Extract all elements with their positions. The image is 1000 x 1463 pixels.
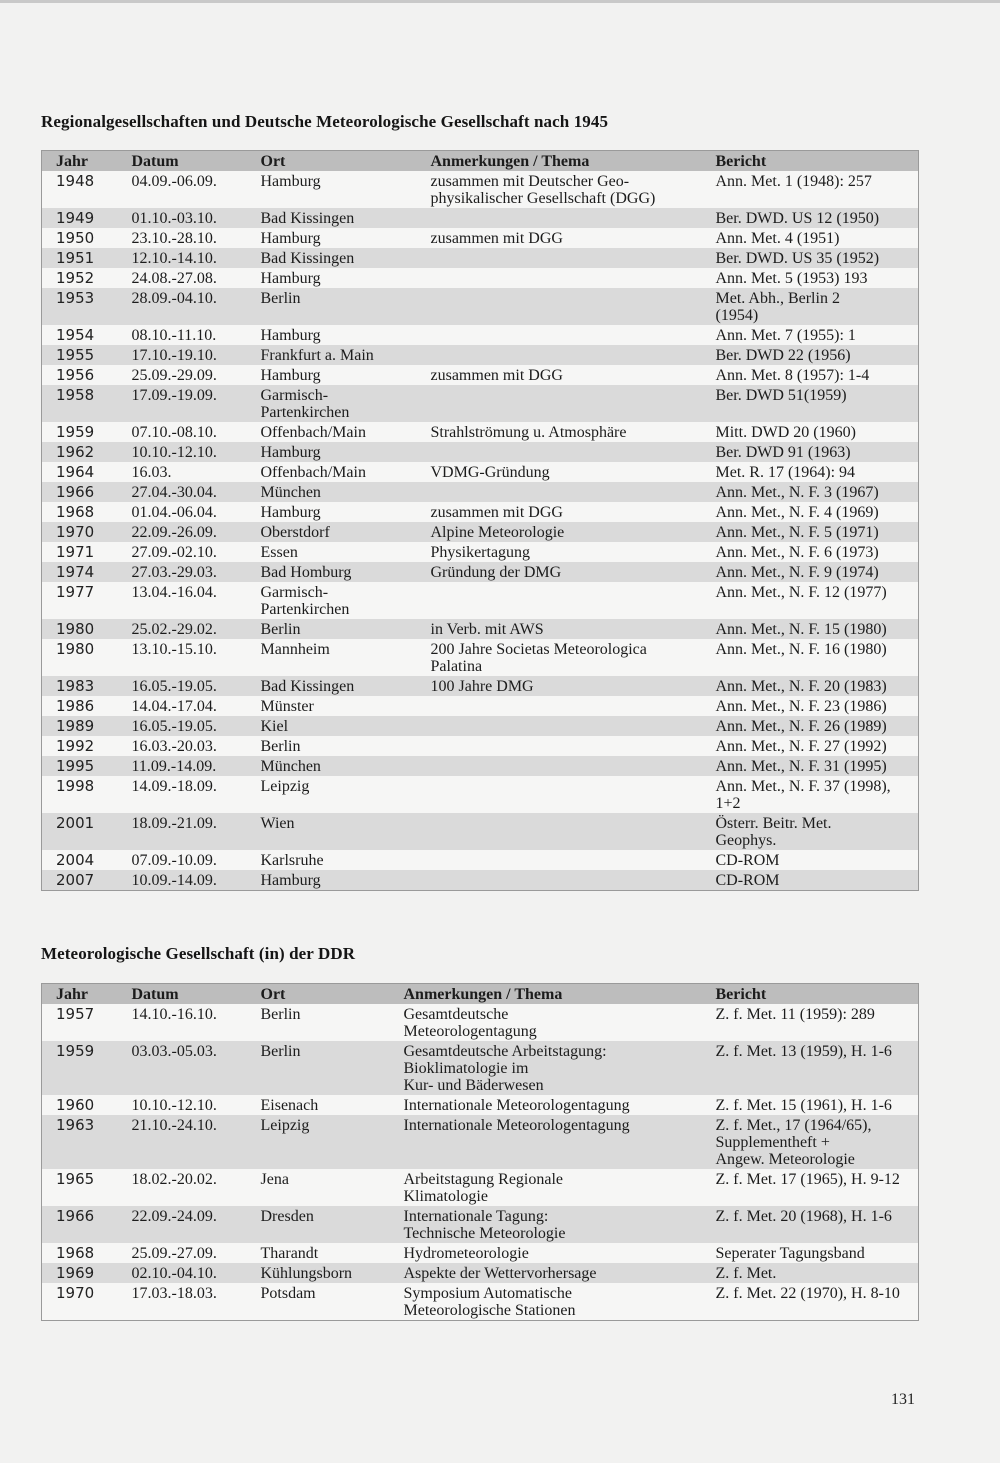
- header-jahr: Jahr: [42, 151, 132, 172]
- cell-datum: 17.03.-18.03.: [132, 1283, 261, 1321]
- cell-jahr: 1951: [42, 248, 132, 268]
- cell-ort: Berlin: [261, 1004, 404, 1041]
- cell-ort: Jena: [261, 1169, 404, 1206]
- cell-jahr: 1966: [42, 1206, 132, 1243]
- cell-jahr: 1952: [42, 268, 132, 288]
- table-row: [42, 870, 919, 891]
- cell-ort: Potsdam: [261, 1283, 404, 1321]
- cell-datum: 28.09.-04.10.: [132, 288, 261, 325]
- header-ort: Ort: [261, 984, 404, 1005]
- cell-bericht: Z. f. Met.: [716, 1263, 919, 1283]
- cell-anmerkungen: [431, 870, 716, 891]
- cell-ort: Bad Homburg: [261, 562, 431, 582]
- cell-bericht: Ann. Met., N. F. 16 (1980): [716, 639, 919, 676]
- cell-ort: Hamburg: [261, 870, 431, 891]
- cell-datum: 27.09.-02.10.: [132, 542, 261, 562]
- cell-bericht: Z. f. Met. 20 (1968), H. 1-6: [716, 1206, 919, 1243]
- cell-ort: Berlin: [261, 1041, 404, 1095]
- cell-anmerkungen: Gründung der DMG: [431, 562, 716, 582]
- cell-anmerkungen: zusammen mit Deutscher Geo- physikalischer Gesellschaft (DGG): [431, 171, 716, 208]
- cell-ort: Hamburg: [261, 365, 431, 385]
- header-anmerkungen: Anmerkungen / Thema: [404, 984, 716, 1005]
- cell-ort: Garmisch- Partenkirchen: [261, 582, 431, 619]
- section-title-regional: Regionalgesellschaften und Deutsche Meteorologische Gesellschaft nach 1945: [41, 112, 609, 131]
- cell-anmerkungen: Strahlströmung u. Atmosphäre: [431, 422, 716, 442]
- section-title-ddr: Meteorologische Gesellschaft (in) der DDR: [41, 944, 356, 963]
- table-row: [42, 736, 919, 756]
- cell-jahr: 2007: [42, 870, 132, 891]
- cell-jahr: 1966: [42, 482, 132, 502]
- table-row: [42, 442, 919, 462]
- cell-bericht: Österr. Beitr. Met. Geophys.: [716, 813, 919, 850]
- cell-bericht: Ann. Met., N. F. 37 (1998), 1+2: [716, 776, 919, 813]
- cell-anmerkungen: [431, 442, 716, 462]
- page-number: 131: [891, 1391, 915, 1408]
- cell-anmerkungen: [431, 345, 716, 365]
- cell-datum: 02.10.-04.10.: [132, 1263, 261, 1283]
- cell-datum: 01.04.-06.04.: [132, 502, 261, 522]
- table-regional-meetings: [41, 150, 919, 891]
- cell-datum: 12.10.-14.10.: [132, 248, 261, 268]
- cell-anmerkungen: 100 Jahre DMG: [431, 676, 716, 696]
- cell-jahr: 1989: [42, 716, 132, 736]
- cell-bericht: Seperater Tagungsband: [716, 1243, 919, 1263]
- cell-datum: 10.10.-12.10.: [132, 1095, 261, 1115]
- cell-bericht: Ber. DWD 51(1959): [716, 385, 919, 422]
- cell-jahr: 1955: [42, 345, 132, 365]
- cell-datum: 16.05.-19.05.: [132, 716, 261, 736]
- cell-ort: Dresden: [261, 1206, 404, 1243]
- cell-anmerkungen: [431, 208, 716, 228]
- table-row: [42, 1243, 919, 1263]
- cell-ort: München: [261, 482, 431, 502]
- cell-jahr: 1968: [42, 502, 132, 522]
- cell-datum: 13.10.-15.10.: [132, 639, 261, 676]
- cell-jahr: 1959: [42, 1041, 132, 1095]
- cell-bericht: Ann. Met., N. F. 9 (1974): [716, 562, 919, 582]
- cell-ort: Tharandt: [261, 1243, 404, 1263]
- cell-anmerkungen: [431, 288, 716, 325]
- cell-jahr: 1953: [42, 288, 132, 325]
- table-row: [42, 248, 919, 268]
- cell-anmerkungen: zusammen mit DGG: [431, 502, 716, 522]
- cell-anmerkungen: Symposium Automatische Meteorologische Stationen: [404, 1283, 716, 1321]
- table-row: [42, 1263, 919, 1283]
- cell-datum: 24.08.-27.08.: [132, 268, 261, 288]
- cell-ort: Garmisch- Partenkirchen: [261, 385, 431, 422]
- cell-bericht: Ann. Met., N. F. 26 (1989): [716, 716, 919, 736]
- cell-bericht: Ann. Met., N. F. 15 (1980): [716, 619, 919, 639]
- cell-jahr: 1969: [42, 1263, 132, 1283]
- table-row: [42, 542, 919, 562]
- cell-jahr: 1948: [42, 171, 132, 208]
- cell-jahr: 1965: [42, 1169, 132, 1206]
- table-row: [42, 208, 919, 228]
- cell-bericht: Ann. Met. 7 (1955): 1: [716, 325, 919, 345]
- cell-jahr: 1964: [42, 462, 132, 482]
- cell-ort: Frankfurt a. Main: [261, 345, 431, 365]
- cell-ort: Berlin: [261, 619, 431, 639]
- cell-ort: Kiel: [261, 716, 431, 736]
- cell-datum: 13.04.-16.04.: [132, 582, 261, 619]
- cell-ort: Hamburg: [261, 442, 431, 462]
- table-row: [42, 268, 919, 288]
- table-row: [42, 522, 919, 542]
- cell-datum: 22.09.-24.09.: [132, 1206, 261, 1243]
- table-row: [42, 562, 919, 582]
- header-datum: Datum: [132, 151, 261, 172]
- cell-anmerkungen: [431, 325, 716, 345]
- cell-datum: 03.03.-05.03.: [132, 1041, 261, 1095]
- cell-anmerkungen: [431, 248, 716, 268]
- cell-anmerkungen: [431, 813, 716, 850]
- table-row: [42, 696, 919, 716]
- cell-bericht: Ann. Met., N. F. 27 (1992): [716, 736, 919, 756]
- header-jahr: Jahr: [42, 984, 132, 1005]
- cell-ort: Wien: [261, 813, 431, 850]
- cell-bericht: Met. Abh., Berlin 2 (1954): [716, 288, 919, 325]
- cell-anmerkungen: [431, 756, 716, 776]
- cell-ort: Bad Kissingen: [261, 676, 431, 696]
- table-ddr-meetings: [41, 983, 919, 1321]
- cell-jahr: 1983: [42, 676, 132, 696]
- cell-ort: Hamburg: [261, 171, 431, 208]
- cell-jahr: 1954: [42, 325, 132, 345]
- header-bericht: Bericht: [716, 151, 919, 172]
- cell-bericht: Ann. Met., N. F. 12 (1977): [716, 582, 919, 619]
- cell-datum: 01.10.-03.10.: [132, 208, 261, 228]
- cell-bericht: Ann. Met. 8 (1957): 1-4: [716, 365, 919, 385]
- cell-ort: Bad Kissingen: [261, 208, 431, 228]
- cell-anmerkungen: [431, 776, 716, 813]
- cell-bericht: Ann. Met., N. F. 23 (1986): [716, 696, 919, 716]
- cell-ort: München: [261, 756, 431, 776]
- cell-anmerkungen: zusammen mit DGG: [431, 365, 716, 385]
- cell-anmerkungen: Gesamtdeutsche Arbeitstagung: Bioklimatologie im Kur- und Bäderwesen: [404, 1041, 716, 1095]
- cell-jahr: 1949: [42, 208, 132, 228]
- cell-datum: 25.02.-29.02.: [132, 619, 261, 639]
- cell-datum: 16.03.-20.03.: [132, 736, 261, 756]
- cell-bericht: Ber. DWD. US 12 (1950): [716, 208, 919, 228]
- cell-anmerkungen: [431, 385, 716, 422]
- table-header-row: [42, 984, 919, 1005]
- cell-bericht: Ann. Met. 5 (1953) 193: [716, 268, 919, 288]
- table-row: [42, 639, 919, 676]
- cell-datum: 14.04.-17.04.: [132, 696, 261, 716]
- cell-datum: 27.04.-30.04.: [132, 482, 261, 502]
- cell-bericht: Ber. DWD 91 (1963): [716, 442, 919, 462]
- cell-anmerkungen: [431, 582, 716, 619]
- table-body: [42, 171, 919, 891]
- cell-anmerkungen: Arbeitstagung Regionale Klimatologie: [404, 1169, 716, 1206]
- cell-datum: 07.10.-08.10.: [132, 422, 261, 442]
- table-row: [42, 582, 919, 619]
- cell-datum: 10.09.-14.09.: [132, 870, 261, 891]
- cell-jahr: 1960: [42, 1095, 132, 1115]
- cell-datum: 27.03.-29.03.: [132, 562, 261, 582]
- cell-bericht: Ann. Met., N. F. 3 (1967): [716, 482, 919, 502]
- cell-bericht: Ann. Met., N. F. 6 (1973): [716, 542, 919, 562]
- cell-jahr: 1977: [42, 582, 132, 619]
- cell-ort: Offenbach/Main: [261, 462, 431, 482]
- cell-datum: 07.09.-10.09.: [132, 850, 261, 870]
- table-row: [42, 345, 919, 365]
- table-row: [42, 365, 919, 385]
- cell-datum: 08.10.-11.10.: [132, 325, 261, 345]
- cell-jahr: 1974: [42, 562, 132, 582]
- table-row: [42, 171, 919, 208]
- cell-jahr: 1957: [42, 1004, 132, 1041]
- cell-datum: 18.02.-20.02.: [132, 1169, 261, 1206]
- cell-ort: Münster: [261, 696, 431, 716]
- table-body: [42, 1004, 919, 1321]
- header-anmerkungen: Anmerkungen / Thema: [431, 151, 716, 172]
- table-row: [42, 502, 919, 522]
- cell-datum: 17.10.-19.10.: [132, 345, 261, 365]
- cell-datum: 16.03.: [132, 462, 261, 482]
- cell-bericht: Z. f. Met. 13 (1959), H. 1-6: [716, 1041, 919, 1095]
- cell-bericht: Ann. Met., N. F. 31 (1995): [716, 756, 919, 776]
- cell-anmerkungen: VDMG-Gründung: [431, 462, 716, 482]
- cell-datum: 16.05.-19.05.: [132, 676, 261, 696]
- cell-ort: Bad Kissingen: [261, 248, 431, 268]
- cell-anmerkungen: zusammen mit DGG: [431, 228, 716, 248]
- cell-bericht: Ann. Met., N. F. 5 (1971): [716, 522, 919, 542]
- cell-ort: Karlsruhe: [261, 850, 431, 870]
- table-row: [42, 325, 919, 345]
- cell-anmerkungen: Gesamtdeutsche Meteorologentagung: [404, 1004, 716, 1041]
- cell-ort: Oberstdorf: [261, 522, 431, 542]
- cell-ort: Berlin: [261, 288, 431, 325]
- cell-bericht: Z. f. Met., 17 (1964/65), Supplementheft + Angew. Meteorologie: [716, 1115, 919, 1169]
- cell-datum: 25.09.-27.09.: [132, 1243, 261, 1263]
- cell-datum: 14.09.-18.09.: [132, 776, 261, 813]
- cell-jahr: 2001: [42, 813, 132, 850]
- table-row: [42, 813, 919, 850]
- cell-bericht: Z. f. Met. 22 (1970), H. 8-10: [716, 1283, 919, 1321]
- cell-ort: Hamburg: [261, 268, 431, 288]
- cell-anmerkungen: 200 Jahre Societas Meteorologica Palatina: [431, 639, 716, 676]
- cell-jahr: 1986: [42, 696, 132, 716]
- cell-datum: 04.09.-06.09.: [132, 171, 261, 208]
- cell-jahr: 1962: [42, 442, 132, 462]
- table-row: [42, 1283, 919, 1321]
- table-row: [42, 1095, 919, 1115]
- cell-anmerkungen: [431, 716, 716, 736]
- table-row: [42, 1169, 919, 1206]
- header-bericht: Bericht: [716, 984, 919, 1005]
- cell-bericht: Z. f. Met. 15 (1961), H. 1-6: [716, 1095, 919, 1115]
- cell-anmerkungen: Alpine Meteorologie: [431, 522, 716, 542]
- table-row: [42, 1041, 919, 1095]
- table-header-row: [42, 151, 919, 172]
- table-row: [42, 850, 919, 870]
- table-row: [42, 1206, 919, 1243]
- cell-jahr: 1971: [42, 542, 132, 562]
- cell-ort: Leipzig: [261, 1115, 404, 1169]
- table-row: [42, 1004, 919, 1041]
- cell-ort: Mannheim: [261, 639, 431, 676]
- cell-ort: Leipzig: [261, 776, 431, 813]
- cell-jahr: 1970: [42, 1283, 132, 1321]
- cell-anmerkungen: [431, 736, 716, 756]
- cell-bericht: CD-ROM: [716, 870, 919, 891]
- cell-anmerkungen: Internationale Meteorologentagung: [404, 1115, 716, 1169]
- cell-bericht: Z. f. Met. 11 (1959): 289: [716, 1004, 919, 1041]
- cell-jahr: 1992: [42, 736, 132, 756]
- cell-anmerkungen: [431, 850, 716, 870]
- header-ort: Ort: [261, 151, 431, 172]
- cell-jahr: 1995: [42, 756, 132, 776]
- table-row: [42, 228, 919, 248]
- cell-jahr: 1970: [42, 522, 132, 542]
- table-row: [42, 482, 919, 502]
- cell-anmerkungen: Aspekte der Wettervorhersage: [404, 1263, 716, 1283]
- cell-ort: Eisenach: [261, 1095, 404, 1115]
- table-row: [42, 776, 919, 813]
- cell-jahr: 1963: [42, 1115, 132, 1169]
- table-row: [42, 422, 919, 442]
- cell-bericht: Ann. Met., N. F. 4 (1969): [716, 502, 919, 522]
- cell-anmerkungen: Internationale Tagung: Technische Meteorologie: [404, 1206, 716, 1243]
- cell-anmerkungen: Internationale Meteorologentagung: [404, 1095, 716, 1115]
- cell-datum: 11.09.-14.09.: [132, 756, 261, 776]
- cell-ort: Hamburg: [261, 502, 431, 522]
- table-row: [42, 756, 919, 776]
- cell-anmerkungen: Physikertagung: [431, 542, 716, 562]
- cell-bericht: Z. f. Met. 17 (1965), H. 9-12: [716, 1169, 919, 1206]
- table-row: [42, 619, 919, 639]
- cell-bericht: Mitt. DWD 20 (1960): [716, 422, 919, 442]
- cell-datum: 25.09.-29.09.: [132, 365, 261, 385]
- cell-anmerkungen: [431, 268, 716, 288]
- table-row: [42, 676, 919, 696]
- cell-bericht: Ber. DWD 22 (1956): [716, 345, 919, 365]
- cell-jahr: 1968: [42, 1243, 132, 1263]
- header-datum: Datum: [132, 984, 261, 1005]
- cell-jahr: 1959: [42, 422, 132, 442]
- cell-ort: Hamburg: [261, 228, 431, 248]
- cell-anmerkungen: [431, 696, 716, 716]
- cell-datum: 14.10.-16.10.: [132, 1004, 261, 1041]
- cell-datum: 23.10.-28.10.: [132, 228, 261, 248]
- table-row: [42, 385, 919, 422]
- cell-jahr: 1956: [42, 365, 132, 385]
- top-border: [0, 0, 1000, 3]
- cell-jahr: 1980: [42, 639, 132, 676]
- cell-ort: Kühlungsborn: [261, 1263, 404, 1283]
- cell-bericht: Ann. Met. 1 (1948): 257: [716, 171, 919, 208]
- cell-jahr: 1980: [42, 619, 132, 639]
- cell-anmerkungen: [431, 482, 716, 502]
- table-row: [42, 1115, 919, 1169]
- cell-datum: 17.09.-19.09.: [132, 385, 261, 422]
- cell-datum: 22.09.-26.09.: [132, 522, 261, 542]
- cell-bericht: Ann. Met. 4 (1951): [716, 228, 919, 248]
- table-row: [42, 462, 919, 482]
- cell-bericht: Ann. Met., N. F. 20 (1983): [716, 676, 919, 696]
- cell-jahr: 1998: [42, 776, 132, 813]
- cell-ort: Berlin: [261, 736, 431, 756]
- cell-ort: Hamburg: [261, 325, 431, 345]
- cell-ort: Essen: [261, 542, 431, 562]
- cell-jahr: 1950: [42, 228, 132, 248]
- cell-datum: 10.10.-12.10.: [132, 442, 261, 462]
- cell-bericht: Ber. DWD. US 35 (1952): [716, 248, 919, 268]
- cell-bericht: Met. R. 17 (1964): 94: [716, 462, 919, 482]
- table-row: [42, 716, 919, 736]
- cell-jahr: 1958: [42, 385, 132, 422]
- cell-bericht: CD-ROM: [716, 850, 919, 870]
- cell-jahr: 2004: [42, 850, 132, 870]
- cell-datum: 18.09.-21.09.: [132, 813, 261, 850]
- cell-datum: 21.10.-24.10.: [132, 1115, 261, 1169]
- cell-ort: Offenbach/Main: [261, 422, 431, 442]
- cell-anmerkungen: Hydrometeorologie: [404, 1243, 716, 1263]
- cell-anmerkungen: in Verb. mit AWS: [431, 619, 716, 639]
- table-row: [42, 288, 919, 325]
